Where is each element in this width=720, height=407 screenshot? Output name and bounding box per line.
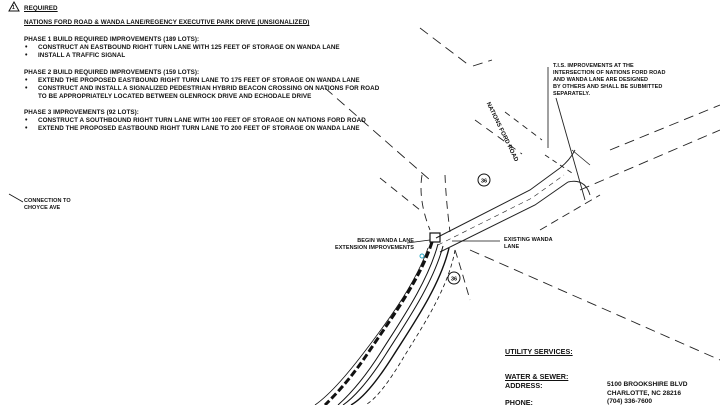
phase-item: • INSTALL A TRAFFIC SIGNAL — [24, 52, 340, 60]
phase-heading: PHASE 2 BUILD REQUIRED IMPROVEMENTS (159 LOTS): — [24, 69, 200, 76]
nations-ford-road-linework — [545, 98, 590, 200]
right-of-way-dashed — [421, 175, 470, 300]
phase-heading: PHASE 1 BUILD REQUIRED IMPROVEMENTS (189 LOTS): — [24, 36, 200, 43]
revision-number: 1 — [12, 5, 15, 11]
phase-item: • CONSTRUCT AN EASTBOUND RIGHT TURN LANE WITH 125 FEET OF STORAGE ON WANDA LANE — [24, 44, 340, 52]
address-value: 5100 BROOKSHIRE BLVD CHARLOTTE, NC 28216 — [607, 381, 688, 397]
existing-wanda-label: EXISTING WANDA LANE — [504, 237, 553, 250]
wanda-lane-extension — [315, 242, 458, 405]
phase-heading: PHASE 3 IMPROVEMENTS (92 LOTS): — [24, 109, 139, 116]
phone-label: PHONE: — [505, 398, 533, 407]
tis-note: T.I.S. IMPROVEMENTS AT THE INTERSECTION OF NATIONS FORD ROAD AND WANDA LANE ARE DESIGNED BY OTHERS AND SHALL BE SUBMITTED SEPARATELY. — [553, 63, 666, 97]
address-label: ADDRESS: — [505, 381, 543, 390]
utility-services-heading: UTILITY SERVICES: — [505, 347, 573, 356]
phone-value: (704) 336-7600 — [607, 398, 653, 405]
phase-item: • EXTEND THE PROPOSED EASTBOUND RIGHT TURN LANE TO 175 FEET OF STORAGE ON WANDA LANE — [24, 77, 379, 85]
begin-extension-label: BEGIN WANDA LANE EXTENSION IMPROVEMENTS — [335, 238, 415, 251]
route-badge-1: 36 — [480, 178, 488, 185]
phase-item-continuation: TO BE APPROPRIATELY LOCATED BETWEEN GLENROCK DRIVE AND ECHODALE DRIVE — [38, 93, 312, 100]
phase-2-block — [24, 69, 379, 101]
phase-item: • CONSTRUCT AND INSTALL A SIGNALIZED PEDESTRIAN HYBRID BEACON CROSSING ON NATIONS FOR ROAD — [24, 85, 379, 93]
nations-ford-road-label: NATIONS FORD ROAD — [484, 101, 519, 163]
phase-1-block — [24, 36, 340, 60]
phase-item: • EXTEND THE PROPOSED EASTBOUND RIGHT TURN LANE TO 200 FEET OF STORAGE ON WANDA LANE — [24, 125, 366, 133]
phase-item: • CONSTRUCT A SOUTHBOUND RIGHT TURN LANE WITH 100 FEET OF STORAGE ON NATIONS FORD ROAD — [24, 117, 366, 125]
required-label: REQUIRED — [24, 5, 58, 12]
water-sewer-heading: WATER & SEWER: — [505, 372, 569, 381]
route-badge-2: 36 — [450, 276, 458, 283]
intersection-title: NATIONS FORD ROAD & WANDA LANE/REGENCY EXECUTIVE PARK DRIVE (UNSIGNALIZED) — [24, 19, 310, 26]
connection-label: CONNECTION TO CHOYCE AVE — [24, 198, 71, 211]
phase-3-block — [24, 109, 366, 133]
